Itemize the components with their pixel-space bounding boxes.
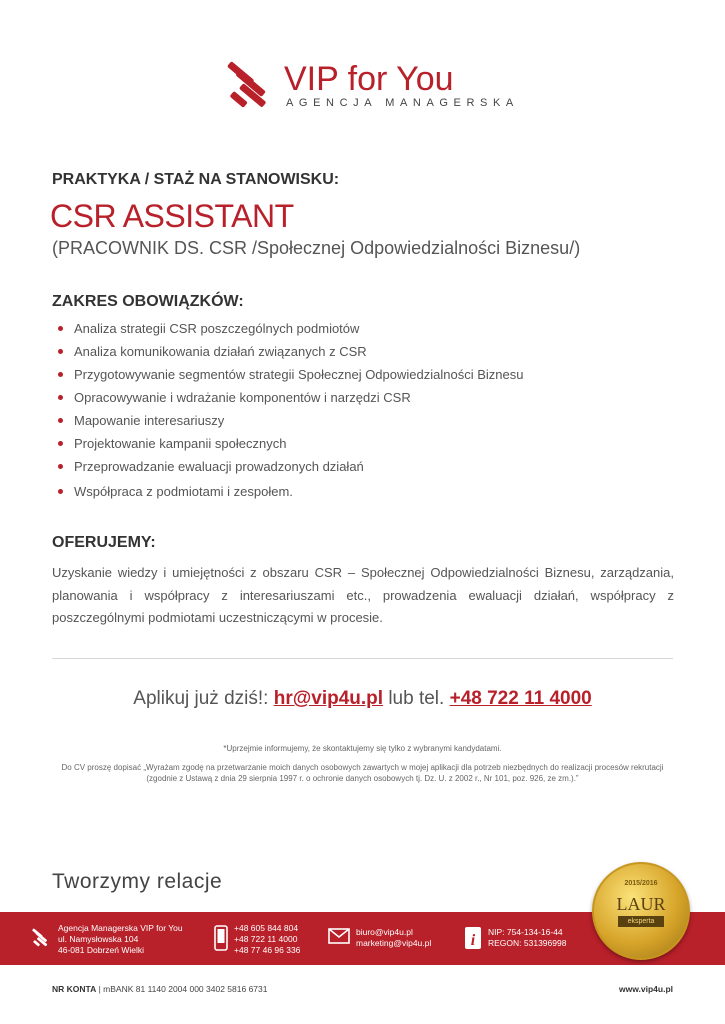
vip-logo-icon [30,926,52,950]
footer-address [58,923,183,956]
footer-ids [488,927,566,949]
list-item: Projektowanie kampanii społecznych [58,433,523,456]
badge-sub: eksperta [618,916,664,927]
duties-list [58,318,523,504]
apply-line [0,688,725,710]
list-item: Mapowanie interesariuszy [58,410,523,433]
footer-regon: REGON: 531396998 [488,938,567,948]
offer-heading: OFERUJEMY: [52,534,156,551]
footer-phones [234,923,300,956]
tagline: Tworzymy relacje [52,870,223,893]
divider [52,658,673,659]
footer-emails [356,927,431,949]
list-item: Przygotowywanie segmentów strategii Społecznej Odpowiedzialności Biznesu [58,364,523,387]
list-item: Analiza strategii CSR poszczególnych podmiotów [58,318,523,341]
footer-address-line: Agencja Managerska VIP for You [58,923,183,933]
apply-phone-link[interactable]: +48 722 11 4000 [449,688,592,709]
footer-phone[interactable]: +48 605 844 804 [234,923,299,933]
bank-account [52,984,267,994]
footer-address-line: ul. Namysłowska 104 [58,934,139,944]
position-kicker: PRAKTYKA / STAŻ NA STANOWISKU: [52,171,340,188]
envelope-icon [328,928,350,944]
phone-icon [214,925,228,951]
footer-email[interactable]: biuro@vip4u.pl [356,927,413,937]
svg-text:i: i [470,932,476,949]
vip-logo-icon [222,58,278,114]
consent-note: Do CV proszę dopisać „Wyrażam zgodę na przetwarzanie moich danych osobowych zawartych w mojej aplikacji dla potrzeb niezbędnych do realizacji procesów rekrutacji (zgodnie z Ustawą z dnia 29 sierpnia 1997 r. o ochronie danych osobowych tj. Dz. U. z 2002 r., Nr 101, poz. 926, ze zm.).” [61,763,664,783]
website-link[interactable]: www.vip4u.pl [619,984,673,994]
apply-prefix: Aplikuj już dziś!: [133,688,269,709]
company-logo [222,58,519,118]
footer-nip: NIP: 754-134-16-44 [488,927,563,937]
list-item: Opracowywanie i wdrażanie komponentów i narzędzi CSR [58,387,523,410]
job-subtitle: (PRACOWNIK DS. CSR /Społecznej Odpowiedzialności Biznesu/) [52,238,581,258]
apply-middle: lub tel. [388,688,445,709]
offer-text: Uzyskanie wiedzy i umiejętności z obszaru CSR – Społecznej Odpowiedzialności Biznesu, zarządzania, planowania i współpracy z interesariuszami etc., prowadzenia ewaluacji działań, współpracy z poszczególnymi podmiotami uczestniczącymi w procesie. [52,565,674,625]
info-icon [464,926,482,950]
list-item: Analiza komunikowania działań związanych z CSR [58,341,523,364]
logo-subtitle: AGENCJA MANAGERSKA [286,97,519,109]
badge-main: LAUR [616,894,666,914]
footer-email[interactable]: marketing@vip4u.pl [356,938,432,948]
apply-email-link[interactable]: hr@vip4u.pl [273,688,384,709]
list-item: Przeprowadzanie ewaluacji prowadzonych działań [58,456,523,479]
job-title: CSR ASSISTANT [50,198,294,234]
logo-name: VIP for You [284,60,454,98]
footer-address-line: 46-081 Dobrzeń Wielki [58,945,144,955]
info-note: *Uprzejmie informujemy, że skontaktujemy się tylko z wybranymi kandydatami. [223,744,502,753]
bank-value: | mBANK 81 1140 2004 000 3402 5816 6731 [96,984,268,994]
badge-years: 2015/2016 [624,880,658,887]
laur-badge-icon [592,862,690,960]
bank-label: NR KONTA [52,984,97,994]
footer-phone[interactable]: +48 77 46 96 336 [234,945,301,955]
footer-phone[interactable]: +48 722 11 4000 [234,934,298,944]
list-item: Współpraca z podmiotami i zespołem. [58,481,523,504]
duties-heading: ZAKRES OBOWIĄZKÓW: [52,293,244,310]
